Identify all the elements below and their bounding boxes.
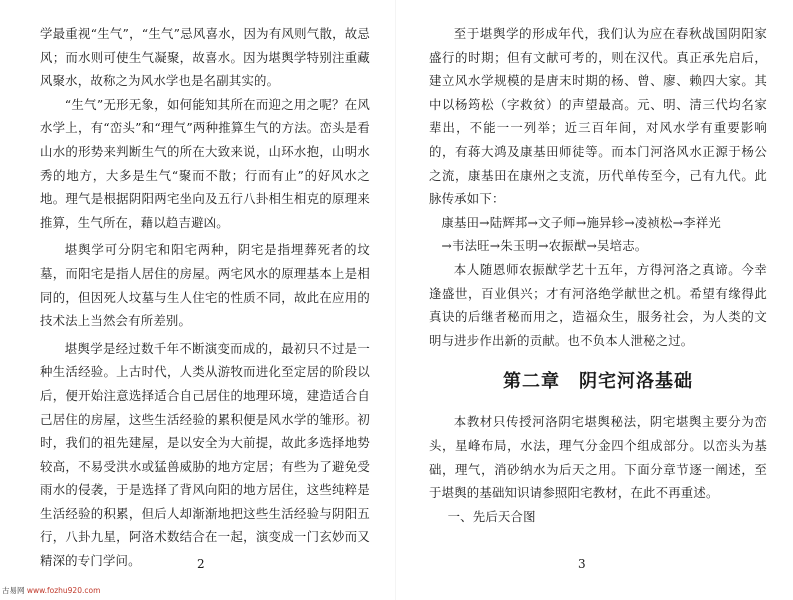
paragraph: 堪舆学可分阴宅和阳宅两种，阴宅是指埋葬死者的坟墓，而阳宅是指人居住的房屋。两宅风水的原理基本上是相同的，但因死人坟墓与生人住宅的性质不同，故此在应用的技术法上当然会有所差别。 bbox=[40, 242, 370, 329]
page-number-right: 3 bbox=[578, 557, 586, 571]
left-page-text bbox=[40, 22, 370, 573]
site-watermark bbox=[2, 585, 100, 596]
watermark-prefix: 古易网 bbox=[2, 586, 27, 595]
watermark-url[interactable]: www.fozhu920.com bbox=[26, 586, 101, 595]
chapter-title: 第二章 阴宅河洛基础 bbox=[503, 371, 693, 393]
page-number-left: 2 bbox=[197, 557, 205, 571]
paragraph: 至于堪舆学的形成年代，我们认为应在春秋战国阴阳家盛行的时期；但有文献可考的，则在汉代。真正承先启后，建立风水学规模的是唐末时期的杨、曾、廖、赖四大家。其中以杨筠松（字救贫）的声望最高。元、明、清三代均名家辈出，不能一一列举；近三百年间，对风水学有重要影响的，有蒋大鸿及康基田师徒等。而本门河洛风水正源于杨公之流，康基田在康州之支流，历代单传至今，己有九代。此脉传承如下： bbox=[429, 26, 767, 207]
section-heading: 一、先后天合图 bbox=[447, 508, 536, 524]
paragraph: “生气”无形无象，如何能知其所在而迎之用之呢？在风水学上，有“峦头”和“理气”两种推算生气的方法。峦头是看山水的形势来判断生气的所在大致来说，山环水抱，山明水秀的地方，大多是生气“聚而不散；行而有止”的好风水之地。理气是根据阴阳两宅坐向及五行八卦相生相克的原理来推算，生气所在，藉以趋吉避凶。 bbox=[40, 96, 370, 230]
right-page bbox=[396, 0, 793, 600]
paragraph: 堪舆学是经过数千年不断演变而成的，最初只不过是一种生活经验。上古时代，人类从游牧而进化至定居的阶段以后，便开始注意选择适合自己居住的地理环境，建造适合自己居住的房屋，这些生活经验的累积便是风水学的雏形。初时，我们的祖先建屋，是以安全为大前提，故此多选择地势较高，不易受洪水或猛兽威胁的地方定居；有些为了避免受雨水的侵袭，于是选择了背风向阳的地方居住，这些纯粹是生活经验的积累，但后人却渐渐地把这些生活经验与阴阳五行，八卦九星，阿洛术数结合在一起，演变成一门玄妙而又精深的专门学问。 bbox=[40, 340, 370, 569]
paragraph: 学最重视“生气”，“生气”忌风喜水，因为有风则气散，故忌风；而水则可使生气凝聚，故喜水。因为堪舆学特别注重藏风聚水，故称之为风水学也是名副其实的。 bbox=[40, 26, 370, 89]
left-page bbox=[0, 0, 396, 600]
lineage-line: 康基田→陆辉邦→文子师→施异轸→凌祯松→李祥光 bbox=[441, 214, 721, 230]
right-page-text bbox=[429, 22, 767, 528]
paragraph: 本教材只传授河洛阴宅堪舆秘法，阴宅堪舆主要分为峦头，星峰布局，水法，理气分金四个组成部分。以峦头为基础，理气，消砂纳水为后天之用。下面分章节逐一阐述，至于堪舆的基础知识请参照阳宅教材，在此不再重述。 bbox=[429, 414, 767, 501]
lineage-line: →韦法旺→朱玉明→农振猷→吴培志。 bbox=[441, 238, 648, 254]
paragraph: 本人随恩师农振猷学艺十五年，方得河洛之真谛。今幸逢盛世，百业俱兴；才有河洛绝学献世之机。希望有缘得此真诀的后继者秘而用之，造福众生，服务社会，为人类的文明与进步作出新的贡献。也不负本人泄秘之过。 bbox=[429, 261, 767, 348]
